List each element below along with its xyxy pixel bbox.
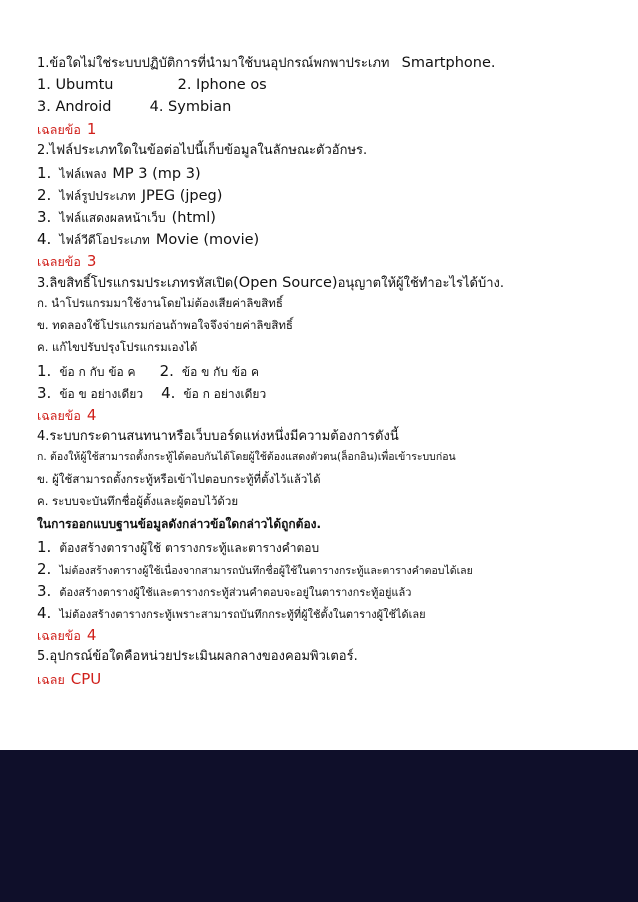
choice-number: 3. [37, 582, 52, 600]
q4-choice-4 [37, 606, 622, 628]
answer-number: 1 [86, 120, 97, 138]
q4-title: 4.ระบบกระดานสนทนาหรือเว็บบอร์ดแห่งหนึ่งมีความต้องการดังนี้ [37, 429, 399, 444]
q4-question: ในการออกแบบฐานข้อมูลดังกล่าวข้อใดกล่าวได้ถูกต้อง. [37, 517, 322, 531]
q4-statement-b: ข. ผู้ใช้สามารถตั้งกระทู้หรือเข้าไปตอบกระทู้ที่ตั้งไว้แล้วได้ [37, 472, 321, 486]
q2-title: 2.ไฟล์ประเภทใดในข้อต่อไปนี้เก็บข้อมูลในลักษณะตัวอักษร. [37, 143, 368, 158]
q1-title-english: Smartphone. [401, 55, 496, 71]
choice-number: 2. [159, 362, 174, 380]
choice-text: ไฟล์วีดีโอประเภท [59, 233, 150, 247]
q5-title: 5.อุปกรณ์ข้อใดคือหน่วยประเมินผลกลางของคอมพิวเตอร์. [37, 649, 358, 664]
q2-choice-1 [37, 166, 622, 188]
choice-number: 3. [37, 384, 52, 402]
choice-number: 2. [37, 186, 52, 204]
q4-statement-a: ก. ต้องให้ผู้ใช้สามารถตั้งกระทู้ได้ตอบกันได้โดยผู้ใช้ต้องแสดงตัวตน(ล็อกอิน)เพื่อเข้าระบบก่อน [37, 451, 456, 463]
choice-text: ไฟล์รูปประเภท [59, 189, 136, 203]
q1-option-3: 3. Android [37, 99, 112, 115]
q1-options-row-1 [37, 78, 622, 100]
answer-label: เฉลย [37, 672, 65, 687]
q4-choice-3 [37, 584, 622, 606]
q1-option-2: 2. Iphone os [177, 77, 267, 93]
choice-text: ข้อ ก อย่างเดียว [183, 387, 267, 401]
quiz-content [37, 56, 622, 694]
q3-title-english: (Open Source) [233, 275, 338, 291]
q4-statement-c: ค. ระบบจะบันทึกชื่อผู้ตั้งและผู้ตอบไว้ด้วย [37, 494, 239, 508]
answer-label: เฉลยข้อ [37, 408, 81, 423]
choice-text-english: Movie (movie) [155, 232, 260, 248]
q2-choice-4 [37, 232, 622, 254]
choice-text: ต้องสร้างตารางผู้ใช้ ตารางกระทู้และตารางคำตอบ [59, 541, 320, 555]
q1-option-4: 4. Symbian [149, 99, 232, 115]
q3-title-part-a: 3.ลิขสิทธิ์โปรแกรมประเภทรหัสเปิด [37, 276, 234, 291]
q2-choice-3 [37, 210, 622, 232]
answer-number: CPU [70, 670, 102, 688]
choice-text: ไฟล์แสดงผลหน้าเว็บ [59, 211, 166, 225]
q3-statement-b: ข. ทดลองใช้โปรแกรมก่อนถ้าพอใจจึงจ่ายค่าลิขสิทธิ์ [37, 318, 293, 332]
answer-label: เฉลยข้อ [37, 628, 81, 643]
q5-answer [37, 672, 622, 694]
q1-answer [37, 122, 622, 144]
choice-text: ข้อ ข อย่างเดียว [59, 387, 144, 401]
choice-text: ต้องสร้างตารางผู้ใช้และตารางกระทู้ส่วนคำตอบจะอยู่ในตารางกระทู้อยู่แล้ว [59, 586, 412, 599]
q4-choice-2 [37, 562, 622, 584]
choice-text: ไม่ต้องสร้างตารางผู้ใช้เนื่องจากสามารถบันทึกชื่อผู้ใช้ในตารางกระทู้และตารางคำตอบได้เลย [59, 565, 473, 577]
choice-text: ไฟล์เพลง [59, 167, 107, 181]
q3-answer [37, 408, 622, 430]
q4-choice-1 [37, 540, 622, 562]
answer-label: เฉลยข้อ [37, 254, 81, 269]
choice-text: ข้อ ข กับ ข้อ ค [181, 365, 260, 379]
choice-number: 2. [37, 560, 52, 578]
answer-number: 4 [86, 626, 97, 644]
answer-number: 4 [86, 406, 97, 424]
choice-text-english: (html) [171, 210, 216, 226]
q1-options-row-2 [37, 100, 622, 122]
choice-text-english: MP 3 (mp 3) [112, 166, 201, 182]
choice-number: 1. [37, 538, 52, 556]
q2-choice-2 [37, 188, 622, 210]
choice-number: 1. [37, 362, 52, 380]
q1-option-1: 1. Ubumtu [37, 77, 114, 93]
q4-answer [37, 628, 622, 650]
choice-text-english: JPEG (jpeg) [141, 188, 223, 204]
q3-statement-c: ค. แก้ไขปรับปรุงโปรแกรมเองได้ [37, 340, 198, 354]
choice-text: ข้อ ก กับ ข้อ ค [59, 365, 136, 379]
q3-options-row-1 [37, 364, 622, 386]
choice-number: 3. [37, 208, 52, 226]
q3-statement-a: ก. นำโปรแกรมมาใช้งานโดยไม่ต้องเสียค่าลิขสิทธิ์ [37, 296, 283, 310]
footer-dark-band [0, 750, 638, 902]
answer-number: 3 [86, 252, 97, 270]
choice-number: 4. [37, 604, 52, 622]
q3-title-part-b: อนุญาตให้ผู้ใช้ทำอะไรได้บ้าง. [337, 276, 505, 291]
q1-title-thai: 1.ข้อใดไม่ใช่ระบบปฏิบัติการที่นำมาใช้บนอุปกรณ์พกพาประเภท [37, 56, 390, 71]
choice-number: 1. [37, 164, 52, 182]
q1-title [37, 56, 622, 78]
q3-title [37, 276, 622, 298]
answer-label: เฉลยข้อ [37, 122, 81, 137]
choice-number: 4. [37, 230, 52, 248]
q2-answer [37, 254, 622, 276]
choice-text: ไม่ต้องสร้างตารางกระทู้เพราะสามารถบันทึกกระทู้ที่ผู้ใช้ตั้งในตารางผู้ใช้ได้เลย [59, 608, 426, 621]
q3-options-row-2 [37, 386, 622, 408]
choice-number: 4. [161, 384, 176, 402]
